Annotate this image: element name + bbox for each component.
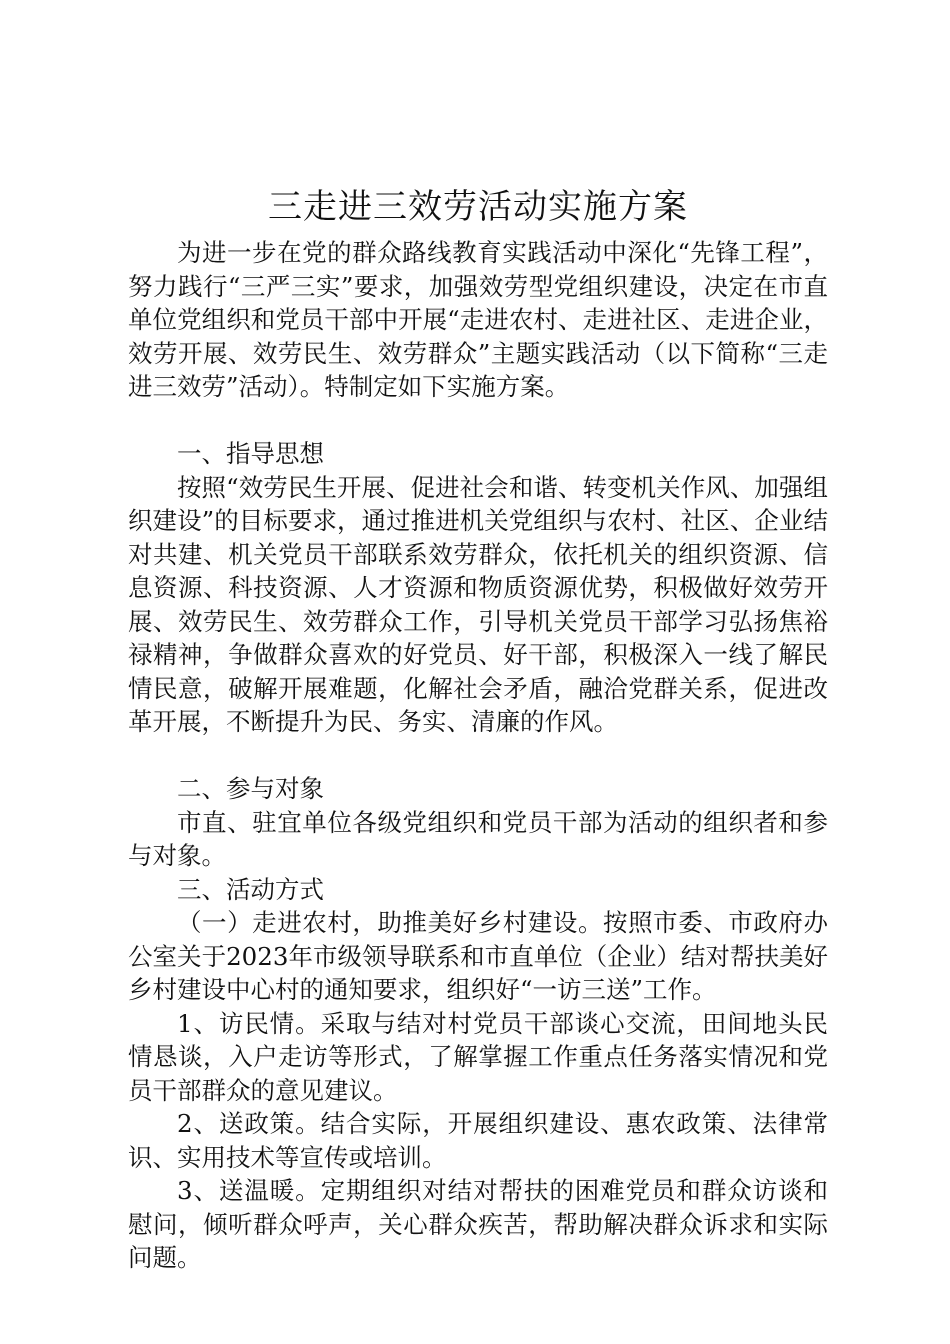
intro-paragraph: 为进一步在党的群众路线教育实践活动中深化“先锋工程”，努力践行“三严三实”要求，加强效劳型党组织建设，决定在市直单位党组织和党员干部中开展“走进农村、走进社区、走进企业，效劳开展、效劳民生、效劳群众”主题实践活动（以下简称“三走进三效劳”活动）。特制定如下实施方案。: [128, 238, 828, 401]
activity-sub-warmth: 3、送温暖。定期组织对结对帮扶的困难党员和群众访谈和慰问，倾听群众呼声，关心群众疾苦，帮助解决群众诉求和实际问题。: [128, 1176, 828, 1272]
spacer: [128, 404, 828, 438]
document-page: [128, 180, 828, 1275]
document-title: 三走进三效劳活动实施方案: [268, 187, 688, 227]
section-heading-activity-method: 三、活动方式: [177, 874, 324, 904]
spacer: [128, 739, 828, 773]
participants-paragraph: 市直、驻宜单位各级党组织和党员干部为活动的组织者和参与对象。: [128, 807, 828, 870]
section-heading-guiding-thought: 一、指导思想: [177, 439, 324, 468]
activity-item-rural: （一）走进农村，助推美好乡村建设。按照市委、市政府办公室关于2023年市级领导联系和市直单位（企业）结对帮扶美好乡村建设中心村的通知要求，组织好“一访三送”工作。: [128, 908, 828, 1004]
activity-sub-policy: 2、送政策。结合实际，开展组织建设、惠农政策、法律常识、实用技术等宣传或培训。: [128, 1109, 828, 1172]
activity-sub-visit: 1、访民情。采取与结对村党员干部谈心交流，田间地头民情恳谈，入户走访等形式，了解掌握工作重点任务落实情况和党员干部群众的意见建议。: [128, 1008, 828, 1105]
section-heading-participants: 二、参与对象: [177, 774, 324, 803]
guiding-thought-paragraph: 按照“效劳民生开展、促进社会和谐、转变机关作风、加强组织建设”的目标要求，通过推进机关党组织与农村、社区、企业结对共建、机关党员干部联系效劳群众，依托机关的组织资源、信息资源、科技资源、人才资源和物质资源优势，积极做好效劳开展、效劳民生、效劳群众工作，引导机关党员干部学习弘扬焦裕禄精神，争做群众喜欢的好党员、好干部，积极深入一线了解民情民意，破解开展难题，化解社会矛盾，融洽党群关系，促进改革开展，不断提升为民、务实、清廉的作风。: [128, 472, 828, 736]
